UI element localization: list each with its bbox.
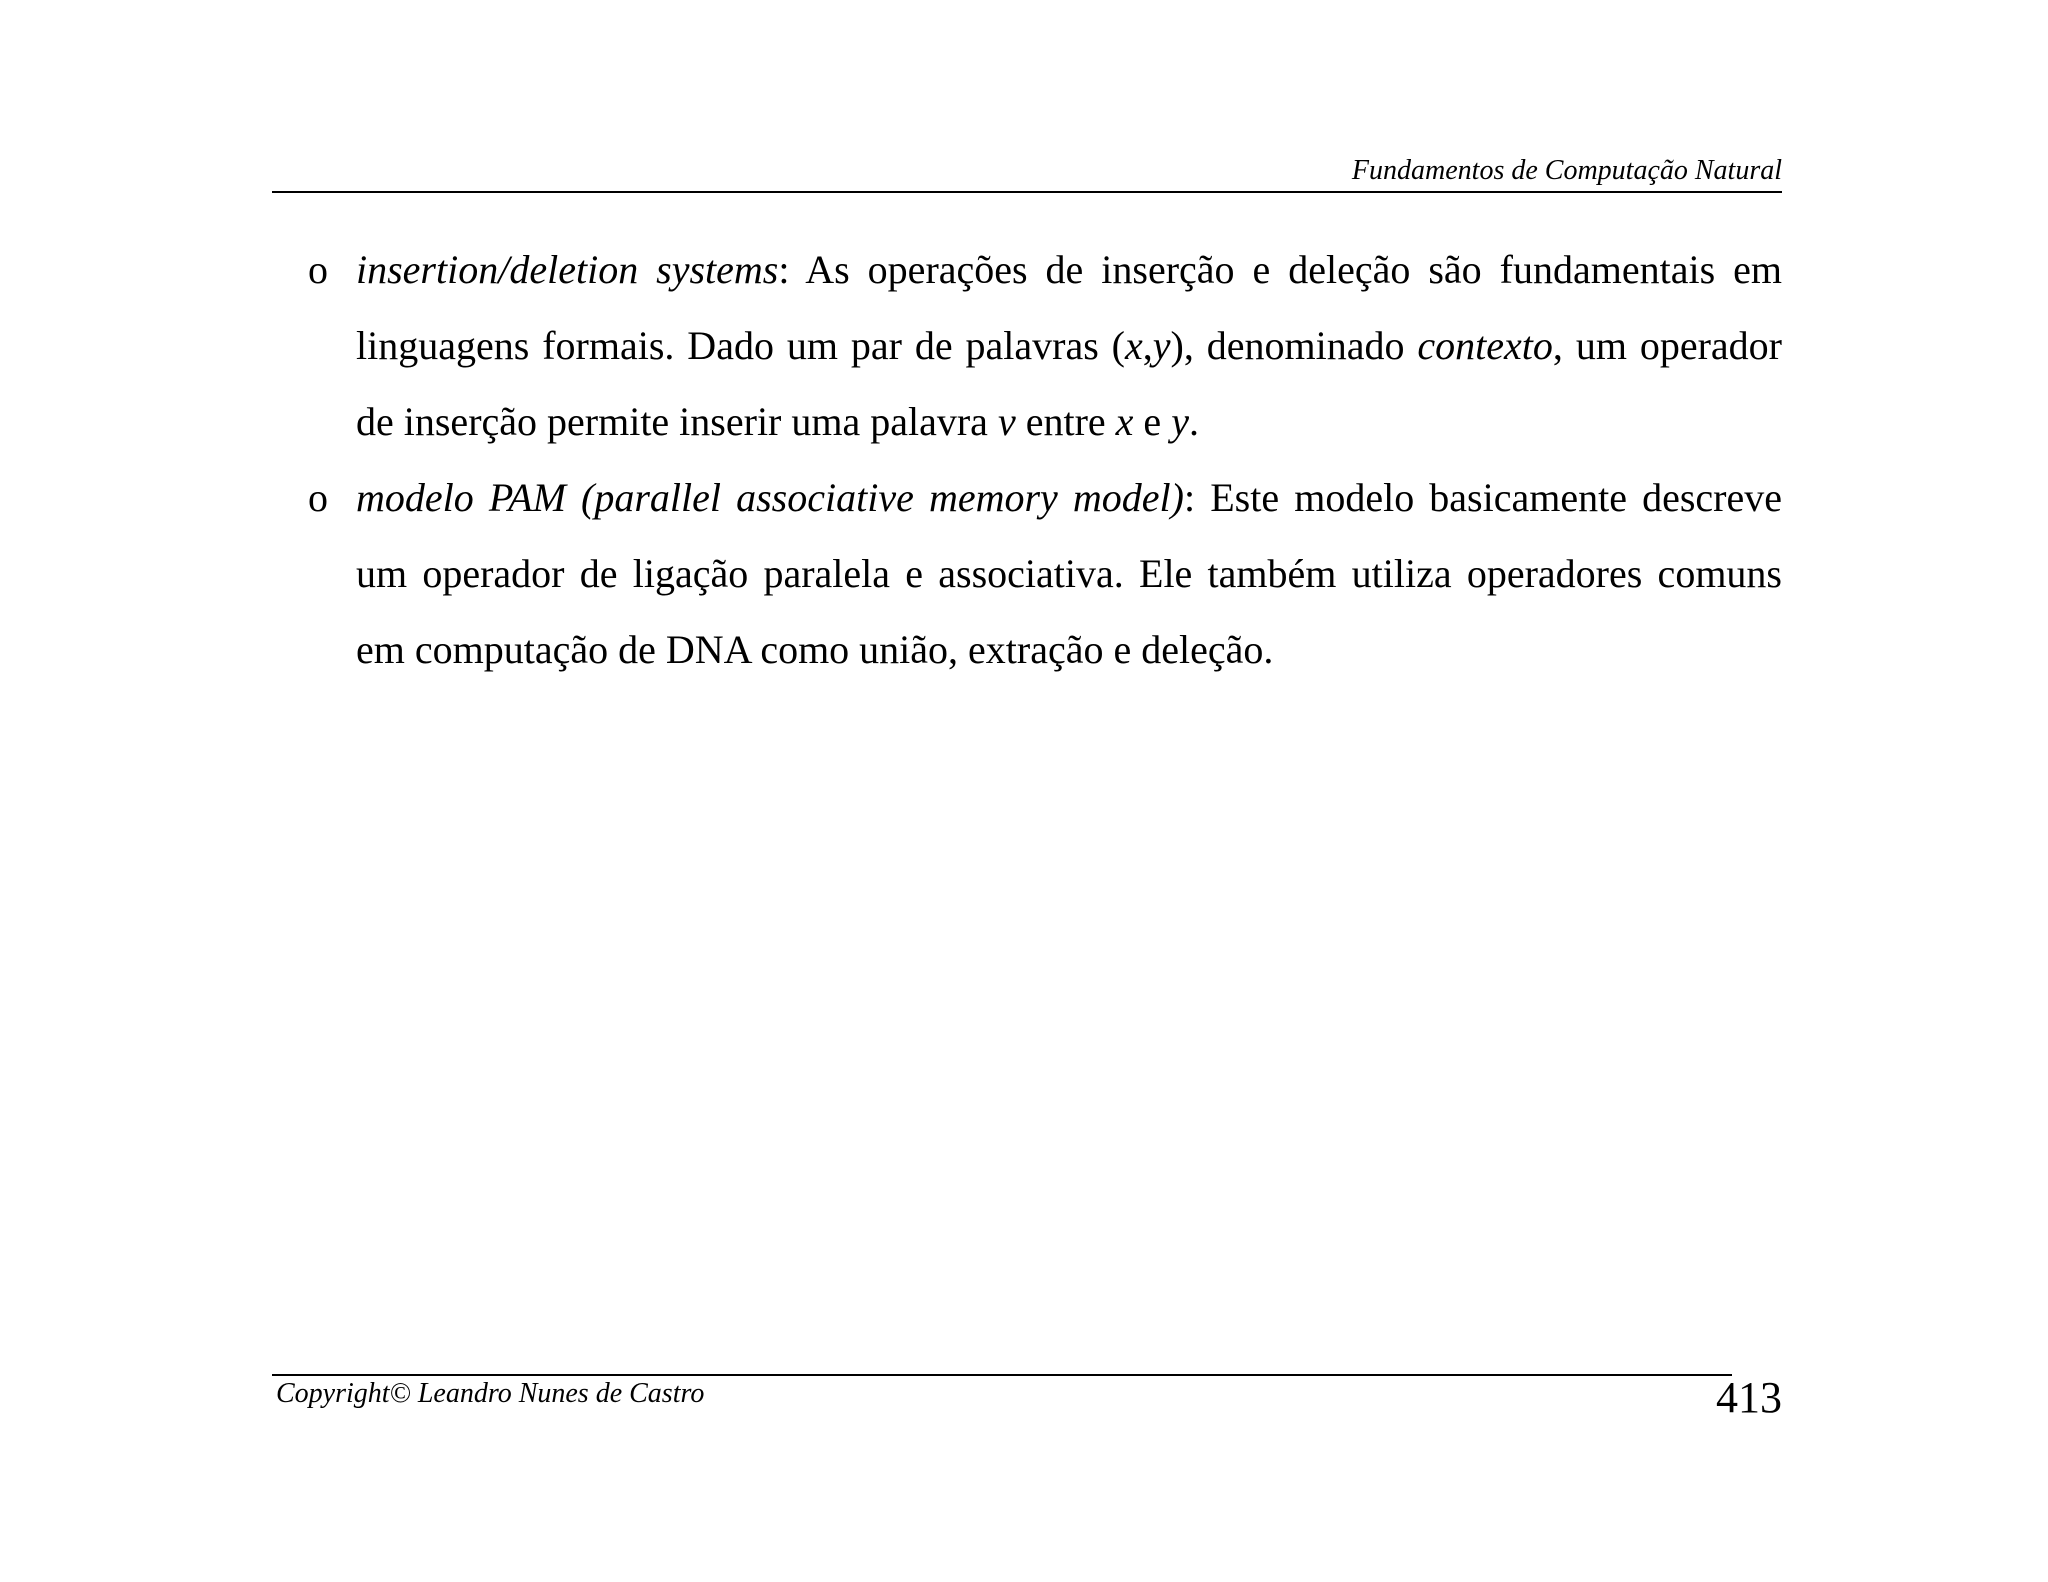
bullet-text: , [1142,323,1153,368]
variable-y: y [1152,323,1171,368]
header-rule [272,191,1782,193]
footer-rule [272,1374,1732,1376]
bullet-text: : Este modelo basicamente descreve um operador de ligação paralela e associativa. Ele também utiliza operadores comuns em computação de DNA como união, extração e deleção. [356,475,1782,672]
bullet-marker: o [308,475,328,520]
bullet-marker: o [308,247,328,292]
bullet-text: : As operações de inserção e deleção são fundamentais em linguagens formais. Dado um par de palavras ( [356,247,1782,368]
variable-v: v [997,399,1016,444]
bullet-term: modelo PAM (parallel associative memory model) [356,475,1184,520]
bullet-item-insertion-deletion [308,232,1782,460]
bullet-term: insertion/deletion systems [356,247,779,292]
bullet-text: , um operador de inserção permite inserir uma palavra [356,323,1782,444]
bullet-text: ), denominado [1170,323,1418,368]
footer-copyright: Copyright© Leandro Nunes de Castro [276,1378,705,1409]
bullet-text: e [1133,399,1172,444]
bullet-text: entre [1015,399,1116,444]
page-body [308,232,1782,688]
variable-y: y [1171,399,1189,444]
term-contexto: contexto [1417,323,1553,368]
bullet-item-pam-model [308,460,1782,688]
variable-x: x [1115,399,1134,444]
variable-x: x [1125,323,1143,368]
running-header-title: Fundamentos de Computação Natural [1351,155,1782,186]
page-number: 413 [1716,1373,1782,1422]
bullet-text: . [1188,399,1199,444]
